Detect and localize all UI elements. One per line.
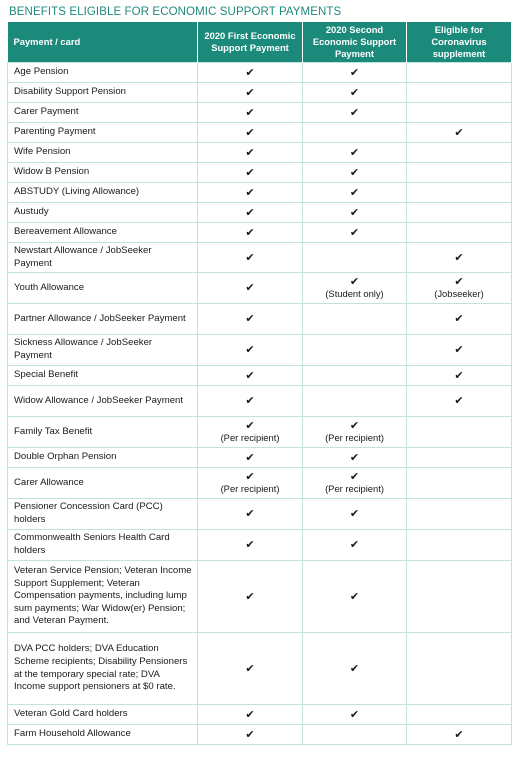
- table-body: [8, 63, 512, 745]
- checkmark-icon: ✔: [245, 661, 255, 675]
- payment-name-cell: Veteran Service Pension; Veteran Income Support Supplement; Veteran Compensation payments, including lump sum payments; War Widow(er) Pension; and Veteran Payment.: [8, 561, 198, 633]
- eligibility-cell: [303, 273, 407, 304]
- eligibility-cell: [407, 366, 512, 386]
- checkmark-icon: ✔: [245, 470, 255, 483]
- eligibility-cell: [303, 143, 407, 163]
- eligibility-cell: [407, 304, 512, 335]
- payment-name-cell: ABSTUDY (Living Allowance): [8, 183, 198, 203]
- table-row: [8, 83, 512, 103]
- checkmark-icon: ✔: [245, 125, 255, 139]
- table-row: [8, 417, 512, 448]
- payment-name-cell: Carer Allowance: [8, 468, 198, 499]
- table-row: [8, 530, 512, 561]
- eligibility-cell: [407, 123, 512, 143]
- payment-name-cell: Family Tax Benefit: [8, 417, 198, 448]
- table-row: [8, 143, 512, 163]
- eligibility-cell: [198, 183, 303, 203]
- eligibility-cell: [198, 273, 303, 304]
- eligibility-cell: [303, 163, 407, 183]
- checkmark-icon: ✔: [454, 727, 464, 741]
- eligibility-cell: [303, 705, 407, 725]
- eligibility-cell: [303, 468, 407, 499]
- checkmark-icon: ✔: [349, 589, 360, 603]
- table-row: [8, 203, 512, 223]
- eligibility-cell: [303, 304, 407, 335]
- eligibility-cell: [407, 417, 512, 448]
- table-row: [8, 499, 512, 530]
- eligibility-cell: [407, 561, 512, 633]
- checkmark-icon: ✔: [349, 145, 360, 159]
- eligibility-cell: [303, 417, 407, 448]
- payment-name-cell: Double Orphan Pension: [8, 448, 198, 468]
- checkmark-icon: ✔: [245, 85, 255, 99]
- checkmark-icon: ✔: [245, 105, 255, 119]
- checkmark-icon: ✔: [349, 470, 360, 483]
- eligibility-note: (Per recipient): [220, 432, 280, 443]
- eligibility-cell: [407, 143, 512, 163]
- checkmark-icon: ✔: [245, 65, 255, 79]
- eligibility-cell: [303, 530, 407, 561]
- checkmark-icon: ✔: [245, 419, 255, 432]
- table-row: [8, 183, 512, 203]
- eligibility-cell: [198, 633, 303, 705]
- checkmark-icon: ✔: [349, 85, 360, 99]
- table-row: [8, 163, 512, 183]
- payment-name-cell: Pensioner Concession Card (PCC) holders: [8, 499, 198, 530]
- payment-name-cell: Farm Household Allowance: [8, 725, 198, 745]
- payment-name-cell: Parenting Payment: [8, 123, 198, 143]
- table-row: [8, 273, 512, 304]
- eligibility-cell: [198, 123, 303, 143]
- checkmark-icon: ✔: [245, 281, 255, 294]
- checkmark-icon: ✔: [245, 250, 255, 264]
- checkmark-icon: ✔: [454, 343, 464, 356]
- checkmark-icon: ✔: [245, 394, 255, 407]
- eligibility-cell: [198, 304, 303, 335]
- checkmark-icon: ✔: [349, 419, 360, 432]
- column-header-first-payment: 2020 First Economic Support Payment: [198, 22, 303, 63]
- payment-name-cell: Austudy: [8, 203, 198, 223]
- checkmark-icon: ✔: [454, 275, 464, 288]
- payment-name-cell: Partner Allowance / JobSeeker Payment: [8, 304, 198, 335]
- checkmark-icon: ✔: [349, 185, 360, 199]
- eligibility-cell: [198, 63, 303, 83]
- eligibility-cell: [407, 63, 512, 83]
- table-row: [8, 63, 512, 83]
- payment-name-cell: DVA PCC holders; DVA Education Scheme recipients; Disability Pensioners at the temporary special rate; DVA Income support pensioners at $0 rate.: [8, 633, 198, 705]
- column-header-payment: Payment / card: [8, 22, 198, 63]
- eligibility-cell: [303, 123, 407, 143]
- checkmark-icon: ✔: [349, 225, 360, 239]
- table-row: [8, 335, 512, 366]
- eligibility-note: (Per recipient): [325, 483, 384, 494]
- payment-name-cell: Newstart Allowance / JobSeeker Payment: [8, 243, 198, 273]
- payment-name-cell: Disability Support Pension: [8, 83, 198, 103]
- checkmark-icon: ✔: [349, 165, 360, 179]
- eligibility-cell: [407, 335, 512, 366]
- table-row: [8, 561, 512, 633]
- payment-name-cell: Sickness Allowance / JobSeeker Payment: [8, 335, 198, 366]
- eligibility-cell: [303, 223, 407, 243]
- table-heading: BENEFITS ELIGIBLE FOR ECONOMIC SUPPORT PAYMENTS: [9, 6, 342, 18]
- eligibility-cell: [407, 448, 512, 468]
- eligibility-cell: [303, 83, 407, 103]
- checkmark-icon: ✔: [245, 225, 255, 239]
- checkmark-icon: ✔: [245, 450, 255, 464]
- checkmark-icon: ✔: [245, 368, 255, 382]
- eligibility-cell: [407, 705, 512, 725]
- eligibility-cell: [198, 143, 303, 163]
- eligibility-cell: [303, 386, 407, 417]
- checkmark-icon: ✔: [245, 589, 255, 603]
- eligibility-cell: [407, 83, 512, 103]
- table-row: [8, 103, 512, 123]
- eligibility-cell: [303, 448, 407, 468]
- eligibility-cell: [407, 103, 512, 123]
- checkmark-icon: ✔: [245, 343, 255, 356]
- eligibility-cell: [407, 386, 512, 417]
- table-row: [8, 386, 512, 417]
- checkmark-icon: ✔: [454, 312, 464, 325]
- table-row: [8, 243, 512, 273]
- payment-name-cell: Special Benefit: [8, 366, 198, 386]
- checkmark-icon: ✔: [349, 275, 360, 288]
- eligibility-cell: [407, 468, 512, 499]
- checkmark-icon: ✔: [349, 105, 360, 119]
- eligibility-cell: [198, 468, 303, 499]
- eligibility-cell: [198, 243, 303, 273]
- checkmark-icon: ✔: [349, 205, 360, 219]
- eligibility-cell: [303, 103, 407, 123]
- eligibility-cell: [198, 448, 303, 468]
- eligibility-cell: [407, 183, 512, 203]
- eligibility-cell: [198, 386, 303, 417]
- eligibility-cell: [407, 633, 512, 705]
- eligibility-note: (Per recipient): [220, 483, 280, 494]
- checkmark-icon: ✔: [454, 394, 464, 407]
- checkmark-icon: ✔: [349, 507, 360, 520]
- payment-name-cell: Widow Allowance / JobSeeker Payment: [8, 386, 198, 417]
- eligibility-note: (Student only): [325, 288, 384, 299]
- eligibility-cell: [198, 203, 303, 223]
- column-header-second-payment: 2020 Second Economic Support Payment: [303, 22, 407, 63]
- payment-name-cell: Veteran Gold Card holders: [8, 705, 198, 725]
- eligibility-cell: [198, 417, 303, 448]
- payment-name-cell: Carer Payment: [8, 103, 198, 123]
- eligibility-cell: [303, 203, 407, 223]
- checkmark-icon: ✔: [245, 707, 255, 721]
- eligibility-cell: [407, 499, 512, 530]
- eligibility-cell: [303, 499, 407, 530]
- checkmark-icon: ✔: [245, 165, 255, 179]
- eligibility-cell: [303, 725, 407, 745]
- eligibility-cell: [198, 223, 303, 243]
- eligibility-cell: [303, 561, 407, 633]
- table-row: [8, 448, 512, 468]
- table-row: [8, 366, 512, 386]
- checkmark-icon: ✔: [349, 450, 360, 464]
- eligibility-cell: [303, 335, 407, 366]
- eligibility-cell: [198, 335, 303, 366]
- payment-name-cell: Widow B Pension: [8, 163, 198, 183]
- eligibility-cell: [198, 725, 303, 745]
- checkmark-icon: ✔: [349, 707, 360, 721]
- table-row: [8, 123, 512, 143]
- eligibility-cell: [407, 273, 512, 304]
- eligibility-cell: [407, 223, 512, 243]
- payment-name-cell: Age Pension: [8, 63, 198, 83]
- eligibility-cell: [198, 561, 303, 633]
- checkmark-icon: ✔: [245, 312, 255, 325]
- eligibility-cell: [407, 725, 512, 745]
- checkmark-icon: ✔: [245, 185, 255, 199]
- checkmark-icon: ✔: [454, 125, 464, 139]
- eligibility-cell: [198, 366, 303, 386]
- eligibility-note: (Per recipient): [325, 432, 384, 443]
- eligibility-cell: [407, 243, 512, 273]
- table-row: [8, 725, 512, 745]
- eligibility-cell: [303, 366, 407, 386]
- eligibility-table: [7, 22, 512, 745]
- checkmark-icon: ✔: [349, 661, 360, 675]
- checkmark-icon: ✔: [245, 727, 255, 741]
- eligibility-cell: [303, 63, 407, 83]
- eligibility-cell: [198, 530, 303, 561]
- checkmark-icon: ✔: [245, 205, 255, 219]
- eligibility-cell: [198, 163, 303, 183]
- table-row: [8, 468, 512, 499]
- eligibility-cell: [198, 83, 303, 103]
- eligibility-cell: [407, 203, 512, 223]
- eligibility-cell: [198, 103, 303, 123]
- eligibility-cell: [407, 530, 512, 561]
- checkmark-icon: ✔: [349, 65, 360, 79]
- table-row: [8, 223, 512, 243]
- eligibility-cell: [198, 705, 303, 725]
- eligibility-cell: [303, 183, 407, 203]
- checkmark-icon: ✔: [245, 507, 255, 520]
- payment-name-cell: Youth Allowance: [8, 273, 198, 304]
- checkmark-icon: ✔: [245, 538, 255, 551]
- eligibility-note: (Jobseeker): [434, 288, 484, 299]
- eligibility-cell: [303, 633, 407, 705]
- table-row: [8, 705, 512, 725]
- table-row: [8, 633, 512, 705]
- document-page: [0, 6, 518, 741]
- table-header-row: [8, 22, 512, 63]
- checkmark-icon: ✔: [245, 145, 255, 159]
- payment-name-cell: Wife Pension: [8, 143, 198, 163]
- table-row: [8, 304, 512, 335]
- checkmark-icon: ✔: [454, 250, 464, 264]
- eligibility-cell: [198, 499, 303, 530]
- payment-name-cell: Commonwealth Seniors Health Card holders: [8, 530, 198, 561]
- eligibility-cell: [407, 163, 512, 183]
- payment-name-cell: Bereavement Allowance: [8, 223, 198, 243]
- checkmark-icon: ✔: [349, 538, 360, 551]
- checkmark-icon: ✔: [454, 368, 464, 382]
- column-header-coronavirus-supplement: Eligible for Coronavirus supplement: [407, 22, 512, 63]
- eligibility-cell: [303, 243, 407, 273]
